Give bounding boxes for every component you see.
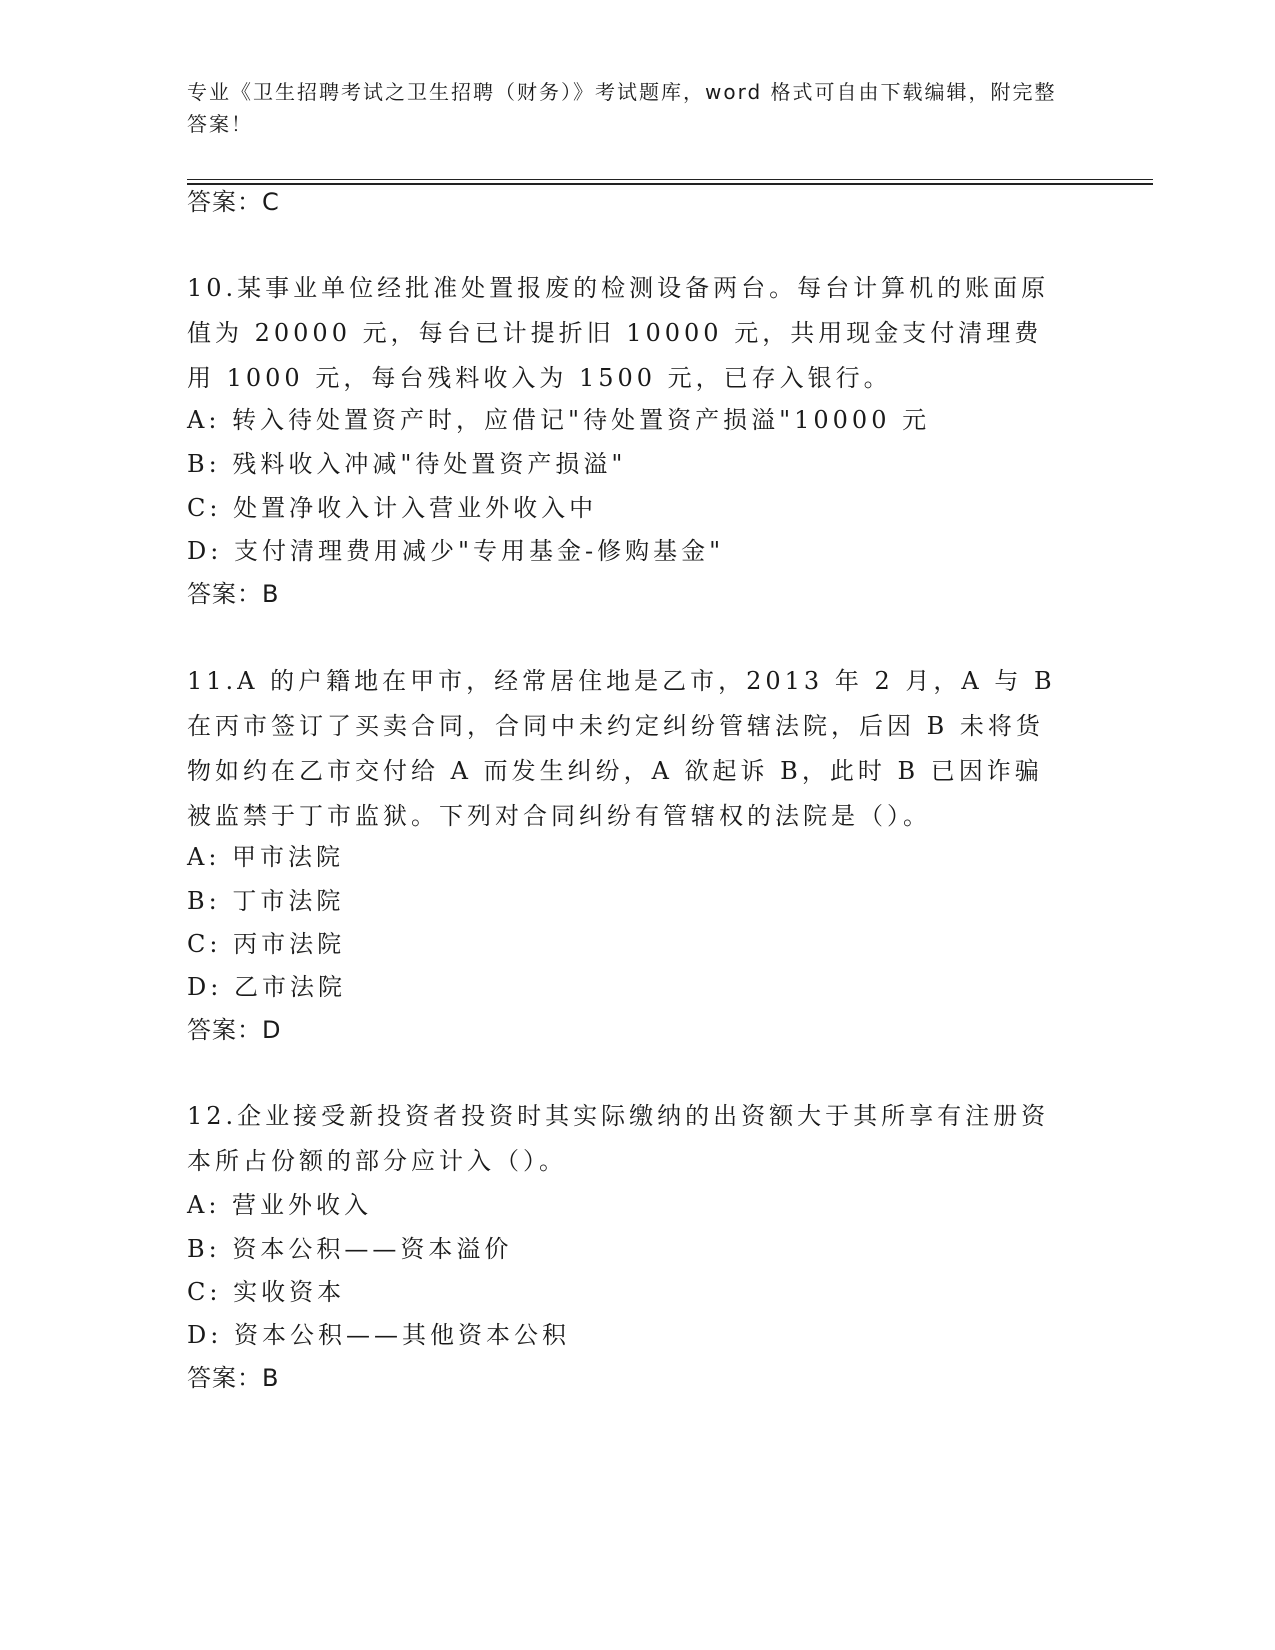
option-c: C: 丙市法院 <box>187 930 346 958</box>
answer-line: 答案：D <box>187 1016 282 1044</box>
option-a: A: 甲市法院 <box>187 843 345 871</box>
option-d: D: 乙市法院 <box>187 973 346 1001</box>
option-a: A: 转入待处置资产时，应借记"待处置资产损溢"10000 元 <box>187 406 931 434</box>
question-text: 10.某事业单位经批准处置报废的检测设备两台。每台计算机的账面原值为 20000 元，每台已计提折旧 10000 元，共用现金支付清理费用 1000 元，每台残料收入为 1500 元，已存入银行。 <box>187 274 1050 392</box>
option-c: C: 实收资本 <box>187 1278 346 1306</box>
answer-line: 答案：C <box>187 188 280 216</box>
option-d: D: 资本公积——其他资本公积 <box>187 1321 570 1349</box>
option-a: A: 营业外收入 <box>187 1191 373 1219</box>
option-b: B: 资本公积——资本溢价 <box>187 1235 513 1263</box>
page-header: 专业《卫生招聘考试之卫生招聘（财务）》考试题库，word 格式可自由下载编辑，附完整答案！ <box>187 80 1057 136</box>
option-c: C: 处置净收入计入营业外收入中 <box>187 494 598 522</box>
option-b: B: 残料收入冲减"待处置资产损溢" <box>187 450 627 478</box>
option-b: B: 丁市法院 <box>187 887 345 915</box>
option-d: D: 支付清理费用减少"专用基金-修购基金" <box>187 537 725 565</box>
answer-line: 答案：B <box>187 580 280 608</box>
header-divider-thick <box>187 183 1153 185</box>
question-text: 11.A 的户籍地在甲市，经常居住地是乙市，2013 年 2 月，A 与 B 在丙市签订了买卖合同，合同中未约定纠纷管辖法院，后因 B 未将货物如约在乙市交付给 A 而发生纠纷，A 欲起诉 B，此时 B 已因诈骗被监禁于丁市监狱。下列对合同纠纷有管辖权的法院是（）。 <box>187 667 1056 830</box>
answer-line: 答案：B <box>187 1364 280 1392</box>
question-text: 12.企业接受新投资者投资时其实际缴纳的出资额大于其所享有注册资本所占份额的部分应计入（）。 <box>187 1102 1050 1175</box>
header-divider <box>187 179 1153 180</box>
